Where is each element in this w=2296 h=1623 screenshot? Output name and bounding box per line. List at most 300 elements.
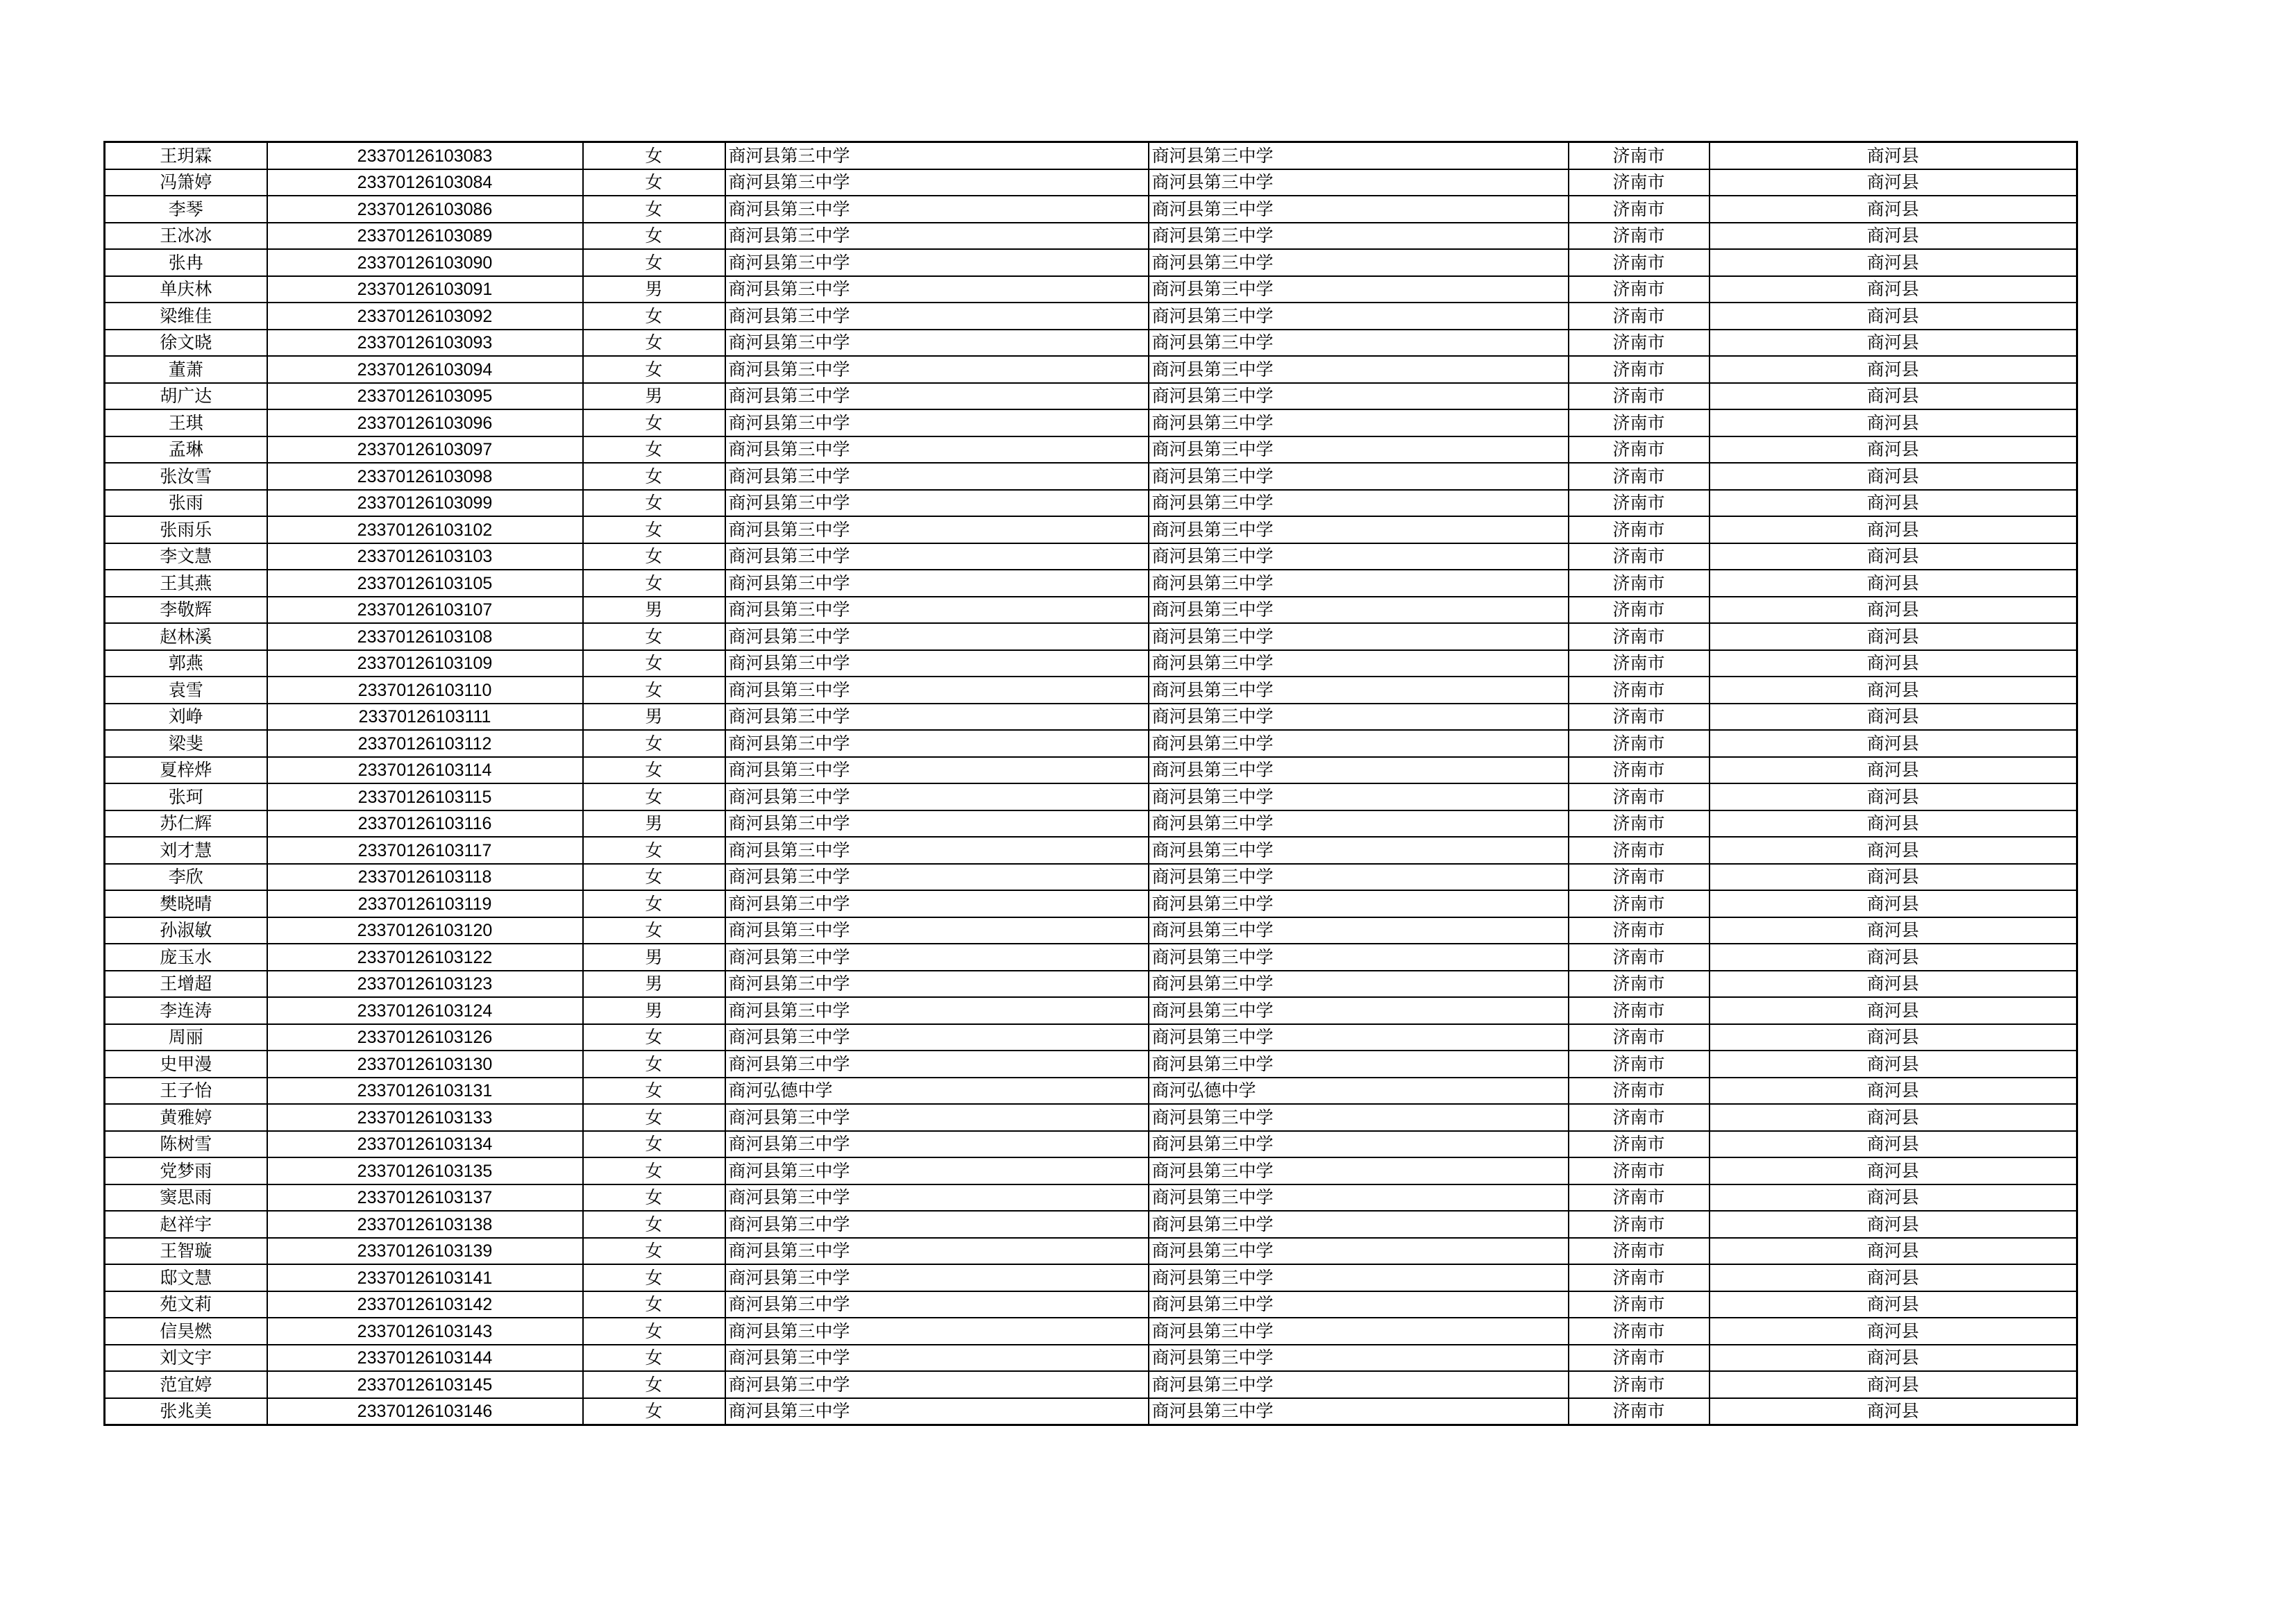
gender-cell: 女: [583, 757, 725, 784]
table-row: [105, 383, 2077, 410]
gender-cell: 女: [583, 409, 725, 436]
county-cell: 商河县: [1710, 890, 2077, 917]
table-row: [105, 516, 2077, 543]
school-cell: 商河县第三中学: [725, 1238, 1149, 1265]
county-cell: 商河县: [1710, 516, 2077, 543]
county-cell: 商河县: [1710, 1078, 2077, 1105]
city-cell: 济南市: [1569, 1078, 1710, 1105]
school-cell: 商河县第三中学: [725, 1211, 1149, 1238]
student-name-cell: 王智璇: [105, 1238, 267, 1265]
exam-id-cell: 23370126103124: [267, 997, 583, 1024]
table-row: [105, 1318, 2077, 1345]
enrolled-school-cell: 商河县第三中学: [1149, 249, 1569, 276]
city-cell: 济南市: [1569, 917, 1710, 944]
gender-cell: 女: [583, 196, 725, 223]
city-cell: 济南市: [1569, 169, 1710, 196]
enrolled-school-cell: 商河县第三中学: [1149, 971, 1569, 998]
school-cell: 商河县第三中学: [725, 1051, 1149, 1078]
enrolled-school-cell: 商河县第三中学: [1149, 597, 1569, 624]
school-cell: 商河县第三中学: [725, 1398, 1149, 1425]
table-row: [105, 1264, 2077, 1291]
county-cell: 商河县: [1710, 837, 2077, 864]
county-cell: 商河县: [1710, 783, 2077, 810]
gender-cell: 女: [583, 1345, 725, 1372]
county-cell: 商河县: [1710, 1184, 2077, 1212]
table-row: [105, 409, 2077, 436]
county-cell: 商河县: [1710, 169, 2077, 196]
student-name-cell: 刘文宇: [105, 1345, 267, 1372]
city-cell: 济南市: [1569, 1398, 1710, 1425]
county-cell: 商河县: [1710, 1371, 2077, 1398]
county-cell: 商河县: [1710, 1051, 2077, 1078]
gender-cell: 女: [583, 890, 725, 917]
exam-id-cell: 23370126103092: [267, 303, 583, 330]
county-cell: 商河县: [1710, 1211, 2077, 1238]
exam-id-cell: 23370126103108: [267, 623, 583, 650]
enrolled-school-cell: 商河县第三中学: [1149, 330, 1569, 357]
county-cell: 商河县: [1710, 1264, 2077, 1291]
school-cell: 商河县第三中学: [725, 276, 1149, 303]
city-cell: 济南市: [1569, 383, 1710, 410]
county-cell: 商河县: [1710, 383, 2077, 410]
exam-id-cell: 23370126103110: [267, 677, 583, 704]
gender-cell: 女: [583, 570, 725, 597]
city-cell: 济南市: [1569, 1051, 1710, 1078]
city-cell: 济南市: [1569, 142, 1710, 169]
gender-cell: 女: [583, 543, 725, 570]
city-cell: 济南市: [1569, 570, 1710, 597]
city-cell: 济南市: [1569, 837, 1710, 864]
gender-cell: 女: [583, 223, 725, 250]
county-cell: 商河县: [1710, 249, 2077, 276]
enrolled-school-cell: 商河县第三中学: [1149, 890, 1569, 917]
enrolled-school-cell: 商河县第三中学: [1149, 650, 1569, 677]
exam-id-cell: 23370126103083: [267, 142, 583, 169]
school-cell: 商河县第三中学: [725, 1024, 1149, 1051]
exam-id-cell: 23370126103086: [267, 196, 583, 223]
table-row: [105, 1345, 2077, 1372]
student-name-cell: 王子怡: [105, 1078, 267, 1105]
enrolled-school-cell: 商河县第三中学: [1149, 169, 1569, 196]
county-cell: 商河县: [1710, 650, 2077, 677]
student-name-cell: 李欣: [105, 864, 267, 891]
county-cell: 商河县: [1710, 409, 2077, 436]
table-row: [105, 810, 2077, 838]
school-cell: 商河县第三中学: [725, 223, 1149, 250]
city-cell: 济南市: [1569, 597, 1710, 624]
table-row: [105, 223, 2077, 250]
student-name-cell: 张雨: [105, 490, 267, 517]
exam-id-cell: 23370126103141: [267, 1264, 583, 1291]
gender-cell: 男: [583, 276, 725, 303]
student-name-cell: 张雨乐: [105, 516, 267, 543]
exam-id-cell: 23370126103090: [267, 249, 583, 276]
county-cell: 商河县: [1710, 570, 2077, 597]
enrolled-school-cell: 商河县第三中学: [1149, 436, 1569, 464]
gender-cell: 女: [583, 917, 725, 944]
county-cell: 商河县: [1710, 196, 2077, 223]
school-cell: 商河县第三中学: [725, 623, 1149, 650]
exam-id-cell: 23370126103118: [267, 864, 583, 891]
enrolled-school-cell: 商河县第三中学: [1149, 356, 1569, 383]
enrolled-school-cell: 商河弘德中学: [1149, 1078, 1569, 1105]
enrolled-school-cell: 商河县第三中学: [1149, 1264, 1569, 1291]
enrolled-school-cell: 商河县第三中学: [1149, 757, 1569, 784]
table-row: [105, 1291, 2077, 1318]
enrolled-school-cell: 商河县第三中学: [1149, 223, 1569, 250]
exam-id-cell: 23370126103146: [267, 1398, 583, 1425]
school-cell: 商河县第三中学: [725, 303, 1149, 330]
city-cell: 济南市: [1569, 971, 1710, 998]
student-name-cell: 苏仁辉: [105, 810, 267, 838]
school-cell: 商河县第三中学: [725, 1131, 1149, 1158]
enrolled-school-cell: 商河县第三中学: [1149, 837, 1569, 864]
table-row: [105, 597, 2077, 624]
city-cell: 济南市: [1569, 677, 1710, 704]
table-row: [105, 1157, 2077, 1184]
table-row: [105, 490, 2077, 517]
enrolled-school-cell: 商河县第三中学: [1149, 1024, 1569, 1051]
school-cell: 商河县第三中学: [725, 997, 1149, 1024]
gender-cell: 女: [583, 1024, 725, 1051]
table-row: [105, 1051, 2077, 1078]
county-cell: 商河县: [1710, 971, 2077, 998]
exam-id-cell: 23370126103142: [267, 1291, 583, 1318]
enrolled-school-cell: 商河县第三中学: [1149, 196, 1569, 223]
city-cell: 济南市: [1569, 623, 1710, 650]
table-row: [105, 704, 2077, 731]
county-cell: 商河县: [1710, 1104, 2077, 1131]
school-cell: 商河县第三中学: [725, 436, 1149, 464]
county-cell: 商河县: [1710, 1238, 2077, 1265]
student-name-cell: 王琪: [105, 409, 267, 436]
county-cell: 商河县: [1710, 356, 2077, 383]
enrolled-school-cell: 商河县第三中学: [1149, 1238, 1569, 1265]
student-name-cell: 袁雪: [105, 677, 267, 704]
gender-cell: 女: [583, 1264, 725, 1291]
gender-cell: 男: [583, 971, 725, 998]
enrolled-school-cell: 商河县第三中学: [1149, 1398, 1569, 1425]
city-cell: 济南市: [1569, 783, 1710, 810]
school-cell: 商河县第三中学: [725, 1157, 1149, 1184]
exam-id-cell: 23370126103105: [267, 570, 583, 597]
student-name-cell: 董萧: [105, 356, 267, 383]
table-row: [105, 303, 2077, 330]
exam-id-cell: 23370126103103: [267, 543, 583, 570]
enrolled-school-cell: 商河县第三中学: [1149, 1291, 1569, 1318]
county-cell: 商河县: [1710, 1291, 2077, 1318]
city-cell: 济南市: [1569, 890, 1710, 917]
exam-id-cell: 23370126103102: [267, 516, 583, 543]
exam-id-cell: 23370126103084: [267, 169, 583, 196]
school-cell: 商河县第三中学: [725, 570, 1149, 597]
table-row: [105, 944, 2077, 971]
school-cell: 商河县第三中学: [725, 169, 1149, 196]
school-cell: 商河县第三中学: [725, 463, 1149, 490]
table-row: [105, 1371, 2077, 1398]
enrolled-school-cell: 商河县第三中学: [1149, 1345, 1569, 1372]
student-name-cell: 张珂: [105, 783, 267, 810]
table-row: [105, 1131, 2077, 1158]
student-name-cell: 刘才慧: [105, 837, 267, 864]
student-name-cell: 张汝雪: [105, 463, 267, 490]
enrolled-school-cell: 商河县第三中学: [1149, 463, 1569, 490]
exam-id-cell: 23370126103099: [267, 490, 583, 517]
city-cell: 济南市: [1569, 730, 1710, 757]
city-cell: 济南市: [1569, 650, 1710, 677]
student-name-cell: 梁斐: [105, 730, 267, 757]
student-name-cell: 胡广达: [105, 383, 267, 410]
gender-cell: 女: [583, 623, 725, 650]
county-cell: 商河县: [1710, 864, 2077, 891]
city-cell: 济南市: [1569, 1264, 1710, 1291]
gender-cell: 男: [583, 383, 725, 410]
gender-cell: 女: [583, 249, 725, 276]
student-name-cell: 赵林溪: [105, 623, 267, 650]
student-name-cell: 范宜婷: [105, 1371, 267, 1398]
exam-id-cell: 23370126103122: [267, 944, 583, 971]
school-cell: 商河县第三中学: [725, 1104, 1149, 1131]
enrolled-school-cell: 商河县第三中学: [1149, 1184, 1569, 1212]
city-cell: 济南市: [1569, 303, 1710, 330]
county-cell: 商河县: [1710, 917, 2077, 944]
enrolled-school-cell: 商河县第三中学: [1149, 783, 1569, 810]
school-cell: 商河县第三中学: [725, 1345, 1149, 1372]
exam-id-cell: 23370126103098: [267, 463, 583, 490]
student-name-cell: 张冉: [105, 249, 267, 276]
student-name-cell: 冯箫婷: [105, 169, 267, 196]
student-name-cell: 郭燕: [105, 650, 267, 677]
enrolled-school-cell: 商河县第三中学: [1149, 704, 1569, 731]
table-row: [105, 650, 2077, 677]
gender-cell: 女: [583, 142, 725, 169]
student-name-cell: 李琴: [105, 196, 267, 223]
school-cell: 商河县第三中学: [725, 516, 1149, 543]
county-cell: 商河县: [1710, 303, 2077, 330]
exam-id-cell: 23370126103133: [267, 1104, 583, 1131]
gender-cell: 女: [583, 783, 725, 810]
student-name-cell: 单庆林: [105, 276, 267, 303]
exam-id-cell: 23370126103116: [267, 810, 583, 838]
student-name-cell: 孙淑敏: [105, 917, 267, 944]
city-cell: 济南市: [1569, 944, 1710, 971]
student-name-cell: 王玥霖: [105, 142, 267, 169]
exam-id-cell: 23370126103117: [267, 837, 583, 864]
enrolled-school-cell: 商河县第三中学: [1149, 944, 1569, 971]
enrolled-school-cell: 商河县第三中学: [1149, 276, 1569, 303]
exam-id-cell: 23370126103115: [267, 783, 583, 810]
gender-cell: 女: [583, 1131, 725, 1158]
table-row: [105, 330, 2077, 357]
exam-id-cell: 23370126103137: [267, 1184, 583, 1212]
student-name-cell: 梁维佳: [105, 303, 267, 330]
county-cell: 商河县: [1710, 623, 2077, 650]
county-cell: 商河县: [1710, 810, 2077, 838]
enrolled-school-cell: 商河县第三中学: [1149, 303, 1569, 330]
county-cell: 商河县: [1710, 997, 2077, 1024]
city-cell: 济南市: [1569, 490, 1710, 517]
enrolled-school-cell: 商河县第三中学: [1149, 142, 1569, 169]
school-cell: 商河县第三中学: [725, 704, 1149, 731]
enrolled-school-cell: 商河县第三中学: [1149, 677, 1569, 704]
county-cell: 商河县: [1710, 330, 2077, 357]
enrolled-school-cell: 商河县第三中学: [1149, 917, 1569, 944]
school-cell: 商河县第三中学: [725, 383, 1149, 410]
gender-cell: 女: [583, 490, 725, 517]
school-cell: 商河县第三中学: [725, 330, 1149, 357]
enrolled-school-cell: 商河县第三中学: [1149, 570, 1569, 597]
student-name-cell: 张兆美: [105, 1398, 267, 1425]
enrolled-school-cell: 商河县第三中学: [1149, 1157, 1569, 1184]
gender-cell: 女: [583, 1184, 725, 1212]
county-cell: 商河县: [1710, 543, 2077, 570]
school-cell: 商河县第三中学: [725, 730, 1149, 757]
city-cell: 济南市: [1569, 330, 1710, 357]
enrolled-school-cell: 商河县第三中学: [1149, 1104, 1569, 1131]
table-row: [105, 890, 2077, 917]
school-cell: 商河县第三中学: [725, 783, 1149, 810]
school-cell: 商河县第三中学: [725, 356, 1149, 383]
exam-id-cell: 23370126103145: [267, 1371, 583, 1398]
exam-id-cell: 23370126103120: [267, 917, 583, 944]
exam-id-cell: 23370126103112: [267, 730, 583, 757]
enrolled-school-cell: 商河县第三中学: [1149, 1211, 1569, 1238]
school-cell: 商河县第三中学: [725, 1184, 1149, 1212]
city-cell: 济南市: [1569, 249, 1710, 276]
enrolled-school-cell: 商河县第三中学: [1149, 1131, 1569, 1158]
school-cell: 商河县第三中学: [725, 1371, 1149, 1398]
school-cell: 商河县第三中学: [725, 1318, 1149, 1345]
student-name-cell: 刘峥: [105, 704, 267, 731]
exam-id-cell: 23370126103091: [267, 276, 583, 303]
exam-id-cell: 23370126103109: [267, 650, 583, 677]
student-name-cell: 苑文莉: [105, 1291, 267, 1318]
student-name-cell: 徐文晓: [105, 330, 267, 357]
exam-id-cell: 23370126103096: [267, 409, 583, 436]
gender-cell: 女: [583, 1291, 725, 1318]
student-name-cell: 陈树雪: [105, 1131, 267, 1158]
enrolled-school-cell: 商河县第三中学: [1149, 516, 1569, 543]
county-cell: 商河县: [1710, 1024, 2077, 1051]
school-cell: 商河县第三中学: [725, 837, 1149, 864]
student-name-cell: 史甲漫: [105, 1051, 267, 1078]
county-cell: 商河县: [1710, 1157, 2077, 1184]
gender-cell: 女: [583, 1078, 725, 1105]
school-cell: 商河县第三中学: [725, 890, 1149, 917]
county-cell: 商河县: [1710, 944, 2077, 971]
school-cell: 商河县第三中学: [725, 409, 1149, 436]
gender-cell: 女: [583, 1157, 725, 1184]
county-cell: 商河县: [1710, 677, 2077, 704]
county-cell: 商河县: [1710, 757, 2077, 784]
student-name-cell: 夏梓烨: [105, 757, 267, 784]
city-cell: 济南市: [1569, 1345, 1710, 1372]
gender-cell: 女: [583, 516, 725, 543]
school-cell: 商河县第三中学: [725, 864, 1149, 891]
school-cell: 商河县第三中学: [725, 196, 1149, 223]
exam-id-cell: 23370126103134: [267, 1131, 583, 1158]
table-row: [105, 249, 2077, 276]
table-body: [105, 142, 2077, 1425]
city-cell: 济南市: [1569, 1104, 1710, 1131]
table-row: [105, 1024, 2077, 1051]
county-cell: 商河县: [1710, 142, 2077, 169]
student-name-cell: 樊晓晴: [105, 890, 267, 917]
city-cell: 济南市: [1569, 1371, 1710, 1398]
table-row: [105, 971, 2077, 998]
city-cell: 济南市: [1569, 436, 1710, 464]
table-row: [105, 783, 2077, 810]
enrolled-school-cell: 商河县第三中学: [1149, 1051, 1569, 1078]
enrolled-school-cell: 商河县第三中学: [1149, 623, 1569, 650]
table-row: [105, 997, 2077, 1024]
table-row: [105, 677, 2077, 704]
student-name-cell: 王其燕: [105, 570, 267, 597]
school-cell: 商河县第三中学: [725, 490, 1149, 517]
gender-cell: 男: [583, 810, 725, 838]
gender-cell: 女: [583, 1318, 725, 1345]
school-cell: 商河弘德中学: [725, 1078, 1149, 1105]
table-row: [105, 1238, 2077, 1265]
exam-id-cell: 23370126103131: [267, 1078, 583, 1105]
table-row: [105, 196, 2077, 223]
school-cell: 商河县第三中学: [725, 543, 1149, 570]
gender-cell: 女: [583, 1211, 725, 1238]
table-row: [105, 730, 2077, 757]
gender-cell: 男: [583, 997, 725, 1024]
table-row: [105, 1078, 2077, 1105]
school-cell: 商河县第三中学: [725, 650, 1149, 677]
student-name-cell: 黄雅婷: [105, 1104, 267, 1131]
enrolled-school-cell: 商河县第三中学: [1149, 997, 1569, 1024]
exam-id-cell: 23370126103123: [267, 971, 583, 998]
city-cell: 济南市: [1569, 276, 1710, 303]
school-cell: 商河县第三中学: [725, 142, 1149, 169]
table-row: [105, 169, 2077, 196]
exam-id-cell: 23370126103138: [267, 1211, 583, 1238]
school-cell: 商河县第三中学: [725, 1291, 1149, 1318]
county-cell: 商河县: [1710, 1345, 2077, 1372]
city-cell: 济南市: [1569, 1238, 1710, 1265]
county-cell: 商河县: [1710, 436, 2077, 464]
gender-cell: 女: [583, 1238, 725, 1265]
table-row: [105, 1398, 2077, 1425]
gender-cell: 女: [583, 303, 725, 330]
student-name-cell: 周丽: [105, 1024, 267, 1051]
enrolled-school-cell: 商河县第三中学: [1149, 383, 1569, 410]
table-row: [105, 837, 2077, 864]
gender-cell: 女: [583, 1371, 725, 1398]
student-name-cell: 王冰冰: [105, 223, 267, 250]
city-cell: 济南市: [1569, 1211, 1710, 1238]
gender-cell: 女: [583, 677, 725, 704]
exam-id-cell: 23370126103095: [267, 383, 583, 410]
school-cell: 商河县第三中学: [725, 917, 1149, 944]
gender-cell: 女: [583, 463, 725, 490]
gender-cell: 女: [583, 1398, 725, 1425]
table-row: [105, 570, 2077, 597]
city-cell: 济南市: [1569, 516, 1710, 543]
county-cell: 商河县: [1710, 1318, 2077, 1345]
student-name-cell: 信昊燃: [105, 1318, 267, 1345]
city-cell: 济南市: [1569, 463, 1710, 490]
enrolled-school-cell: 商河县第三中学: [1149, 730, 1569, 757]
enrolled-school-cell: 商河县第三中学: [1149, 1318, 1569, 1345]
exam-id-cell: 23370126103097: [267, 436, 583, 464]
enrolled-school-cell: 商河县第三中学: [1149, 490, 1569, 517]
county-cell: 商河县: [1710, 276, 2077, 303]
gender-cell: 女: [583, 169, 725, 196]
